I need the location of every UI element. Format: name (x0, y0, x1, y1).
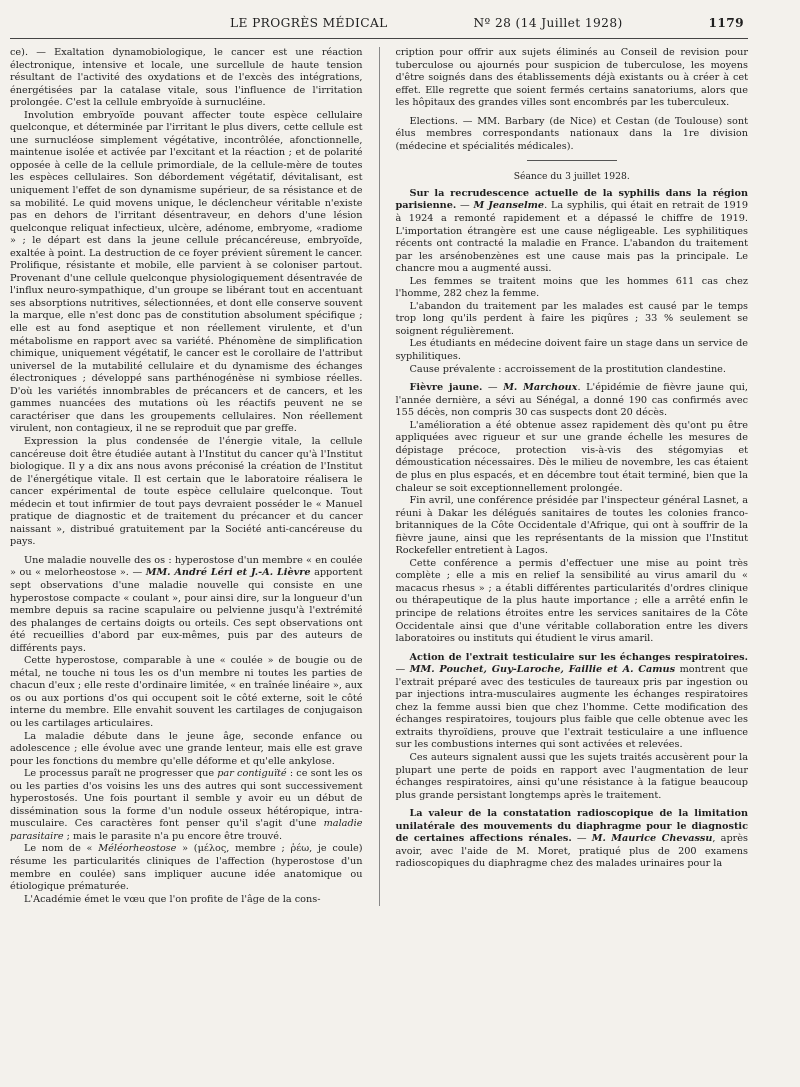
page-number: 1179 (708, 16, 744, 30)
paragraph-text: » (μέλος, membre ; ῥέω, je coule) résume les particularités cliniques de l'affection (hyperostose d'un membre en coulée) sans impliquer aucune idée anatomique ou étiologique prématurée. (10, 843, 363, 893)
article-authors: M. Maurice Chevassu (591, 833, 713, 845)
paragraph: Cause prévalente : accroissement de la prostitution clandestine. (409, 363, 726, 375)
paragraph-text: , après avoir, avec l'aide de M. Moret, pratiqué plus de 200 examens radioscopiques du diaphragme chez des malades urinaires pour la (395, 833, 748, 870)
paragraph-text: Le processus paraît ne progresser que (24, 768, 218, 780)
article-authors: MM. Pouchet, Guy-Laroche, Faillie et A. Camus (409, 664, 676, 676)
article-authors: MM. André Léri et J.-A. Lièvre (145, 567, 311, 579)
article-paragraph: Action de l'extrait testiculaire sur les échanges respiratoires. — MM. Pouchet, Guy-Laroche, Faillie et A. Camus montrent que l'extrait préparé avec des testicules de taureaux pris par ingestion ou par injections intra-musculaires augmente les échanges respiratoires chez la femme aussi bien que chez l'homme. Cette modification des échanges respiratoires, toujours plus faible que celle obtenue avec les extraits thyroïdiens, prouve que l'extrait testiculaire a une influence sur les combustions internes qui sont activées et relevées. (395, 651, 748, 751)
article-heading: Action de l'extrait testiculaire sur les échanges respiratoires. (409, 651, 748, 663)
paragraph: Cette hyperostose, comparable à une « coulée » de bougie ou de métal, ne touche ni tous les os d'un membre ni toutes les parties de chacun d'eux ; elle reste d'ordinaire limitée, « en traînée linéaire », aux os ou aux portions d'os qui occupent soit le côté externe, soit le côté interne du membre. Elle envahit souvent les cartilages de conjugaison ou les cartilages articulaires. (10, 655, 363, 729)
running-header (10, 16, 748, 39)
paragraph: cription pour offrir aux sujets éliminés au Conseil de revision pour tuberculose ou ajournés pour suspicion de tuberculose, les moyens d'être soignés dans des établissements déjà existants ou à créer à cet effet. Elle regrette que soient fermés certains sanatoriums, alors que les hôpitaux des grandes villes sont encombrés par les tuberculeux. (395, 47, 748, 109)
article-paragraph (10, 555, 363, 655)
paragraph: Les étudiants en médecine doivent faire un stage dans un service de syphilitiques. (395, 338, 748, 363)
paragraph: ce). — Exaltation dynamobiologique, le cancer est une réaction électronique, intensive et locale, une surcellule de haute tension résultant de l'activité des oxydations et de l'excès des intégrations, énergétisées par la catalase vitale, sous l'influence de l'irritation prolongée. C'est la cellule embryoïde à surnucléine. (10, 47, 363, 109)
article-heading: Une maladie nouvelle des os : hyperostose d'un membre « en coulée » ou « melorheostose ». — (10, 554, 363, 579)
article-paragraph: La valeur de la constatation radioscopique de la limitation unilatérale des mouvements du diaphragme pour le diagnostic de certaines affections rénales. — M. Maurice Chevassu, après avoir, avec l'aide de M. Moret, pratiqué plus de 200 examens radioscopiques du diaphragme chez des malades urinaires pour la (395, 808, 748, 870)
paragraph (10, 768, 363, 843)
paragraph-text: Le nom de « (24, 843, 99, 855)
paragraph: La maladie débute dans le jeune âge, seconde enfance ou adolescence ; elle évolue avec une grande lenteur, mais elle est grave pour les fonctions du membre qu'elle déforme et qu'elle ankylose. (10, 730, 363, 767)
article-authors: M Jeanselme (473, 200, 545, 212)
paragraph-text: : ce sont les os ou les parties d'os voisins les uns des autres qui sont successivement hyperostosés. Une fois pourtant il semble y avoir eu un début de dissémination sous la forme d'un nodule osseux hétéropique, intra-musculaire. Ces caractères font penser qu'il s'agit d'une (10, 768, 363, 830)
paragraph (10, 843, 363, 893)
paragraph: L'amélioration a été obtenue assez rapidement dès qu'ont pu être appliquées avec rigueur et sur une grande échelle les mesures de dépistage précoce, protection vis-à-vis des stégomyias et démoustication nécessaires. Dès le milieu de novembre, les cas étaient de plus en plus espacés, et en décembre tout était terminé, bien que la chaleur se soit exceptionnellement prolongée. (395, 419, 748, 494)
emphasis: par contiguïté (217, 768, 287, 780)
paragraph: Les femmes se traitent moins que les hommes 611 cas chez l'homme, 282 chez la femme. (395, 275, 748, 300)
emphasis: Méléorheostose (98, 843, 177, 855)
paragraph: Expression la plus condensée de l'énergie vitale, la cellule cancéreuse doit être étudiée autant à l'Institut du cancer qu'à l'Institut biologique. Il y a dix ans nous avons préconisé la création de l'Institut de l'énergétique vitale. Il est certain que le laboratoire réalisera le cancer expérimental de toute espèce cellulaire quelconque. Tout médecin et tout infirmier de tout pays devraient posséder le « Manuel pratique de diagnostic et de traitement du précancer et du cancer naissant », distribué gratuitement par la Société anti-cancéreuse du pays. (10, 435, 363, 548)
text-columns (10, 47, 748, 906)
paragraph-text: . La syphilis, qui était en retrait de 1919 à 1924 a remonté rapidement et a dépassé le chiffre de 1919. L'importation étrangère est une cause négligeable. Les syphilitiques récents ont contracté la maladie en France. L'abandon du traitement par les arsénobenzènes est une cause mais pas la principale. Le chancre mou a augmenté aussi. (395, 200, 748, 275)
article-paragraph: Sur la recrudescence actuelle de la syphilis dans la région parisienne. — M Jeanselme. La syphilis, qui était en retrait de 1919 à 1924 a remonté rapidement et a dépassé le chiffre de 1919. L'importation étrangère est une cause négligeable. Les syphilitiques récents ont contracté la maladie en France. L'abandon du traitement par les arsénobenzènes est une cause mais pas la principale. Le chancre mou a augmenté aussi. (395, 187, 748, 275)
article-heading: La valeur de la constatation radioscopique de la limitation unilatérale des mouvements du diaphragme pour le diagnostic de certaines affections rénales. (395, 808, 748, 845)
paragraph-text: ; mais le parasite n'a pu encore être trouvé. (63, 830, 283, 842)
paragraph-text: . L'épidémie de fièvre jaune qui, l'année dernière, a sévi au Sénégal, a donné 190 cas confirmés avec 155 décès, non compris 30 cas suspects dont 20 décès. (395, 382, 748, 419)
paragraph-text: apportent sept observations d'une maladie nouvelle qui consiste en une hyperostose compacte « coulant », pour ainsi dire, sur la longueur d'un membre depuis sa racine scapulaire ou pelvienne jusqu'à l'extrémité des phalanges de certains doigts ou orteils. Ces sept observations ont été recueillies d'abord par eux-mêmes, puis par des auteurs de différents pays. (10, 567, 363, 654)
left-column (10, 47, 363, 906)
paragraph-text: — MM. Barbary (de Nice) et Cestan (de Toulouse) sont élus membres correspondants nationaux dans la 1re division (médecine et spécialités médicales). (395, 115, 748, 152)
article-paragraph: Fièvre jaune. — M. Marchoux. L'épidémie de fièvre jaune qui, l'année dernière, a sévi au Sénégal, a donné 190 cas confirmés avec 155 décès, non compris 30 cas suspects dont 20 décès. (395, 382, 748, 419)
paragraph: Cette conférence a permis d'effectuer une mise au point très complète ; elle a mis en relief la sensibilité au virus amaril du « macacus rhesus » ; a établi différentes particularités d'ordres clinique ou thérapeutique de la plus haute importance ; elle a arrêté enfin le principe de relations étroites entre les services sanitaires de la Côte Occidentale ainsi que d'une véritable collaboration entre les divers laboratoires ou instituts qui étudient le virus amaril. (395, 557, 748, 645)
paragraph-text: montrent que l'extrait préparé avec des testicules de taureaux pris par ingestion ou par injections intra-musculaires augmente les échanges respiratoires chez la femme aussi bien que chez l'homme. Cette modification des échanges respiratoires, toujours plus faible que celle obtenue avec les extraits thyroïdiens, prouve que l'extrait testiculaire a une influence sur les combustions internes qui sont activées et relevées. (395, 664, 748, 751)
session-heading: Séance du 3 juillet 1928. (513, 171, 630, 183)
article-paragraph (396, 116, 749, 154)
article-heading: Sur la recrudescence actuelle de la syphilis dans la région parisienne. (395, 187, 748, 212)
section-rule (527, 160, 617, 161)
column-divider (379, 47, 380, 906)
paragraph: Ces auteurs signalent aussi que les sujets traités accusèrent pour la plupart une perte de poids en rapport avec l'augmentation de leur échanges respiratoires, ainsi qu'une résistance à la fatigue beaucoup plus grande persistant longtemps après le traitement. (395, 751, 748, 801)
paragraph: L'Académie émet le vœu que l'on profite de l'âge de la cons- (24, 893, 321, 905)
paragraph: Fin avril, une conférence présidée par l'inspecteur général Lasnet, a réuni à Dakar les délégués sanitaires de toutes les colonies franco-britanniques de la Côte Occidentale d'Afrique, qui ont à souffrir de la fièvre jaune, ainsi que les représentants de la mission que l'Institut Rockefeller entretient à Lagos. (395, 495, 748, 557)
article-heading: Elections. (409, 115, 458, 127)
emphasis: maladie parasitaire (10, 818, 363, 842)
paragraph: L'abandon du traitement par les malades est causé par le temps trop long qu'ils perdent à faire les piqûres ; 33 % seulement se soignent régulièrement. (395, 300, 748, 337)
journal-title: LE PROGRÈS MÉDICAL (230, 16, 388, 30)
paragraph: Involution embryoïde pouvant affecter toute espèce cellulaire quelconque, et déterminée par l'irritant le plus divers, cette cellule est une surnucléose simplement végétative, incontrôlée, afonctionnelle, maintenue isolée et activée par l'excitant et la réaction ; et de polarité opposée à celle de la cellule primordiale, de la cellule-mère de toutes les espèces cellulaires. Son débordement végétatif, dévitalisant, est uniquement l'effet de son dynamisme supérieur, de sa résistance et de sa mobilité. Le quid movens unique, le déclencheur véritable n'existe pas en dehors de l'irritant désentraveur, en dehors d'une lésion quelconque reliquat infectieux, ulcère, adénome, embryome, «radiome » ; le départ est dans la jeune cellule précancéreuse, embryoïde, exaltée à point. La destruction de ce foyer prévient sûrement le cancer. Prolifique, résistante et mobile, elle parvient à se coloniser partout. Provenant d'une cellule quelconque physiologiquement désentravée de l'influx neuro-sympathique, d'un groupe se libérant tout en accentuant ses absorptions nutritives, sélectionnées, et dont elle conserve souvent la marque, elle n'est donc pas de constitution absolument spécifique ; elle est au fond aseptique et non réellement virulente, et d'un métabolisme en rapport avec sa variété. Phénomène de simplification chimique, uniquement végétatif, le cancer est le corollaire de l'attribut universel de la mutabilité cellulaire et du dynamisme des échanges électroniques ; développé sans parthénogénèse ni symbiose réelles. D'où les variétés innombrables de précancers et de cancers, et les gammes nuancées des mutations où les réactifs peuvent ne se caractériser que dans les groupements cellulaires. Non réellement virulent, non contagieux, il ne se reproduit que par greffe. (10, 109, 363, 435)
issue-info: Nº 28 (14 Juillet 1928) (473, 16, 623, 30)
right-column (396, 47, 749, 906)
article-authors: M. Marchoux (503, 382, 578, 394)
article-heading: Fièvre jaune. (409, 382, 483, 394)
